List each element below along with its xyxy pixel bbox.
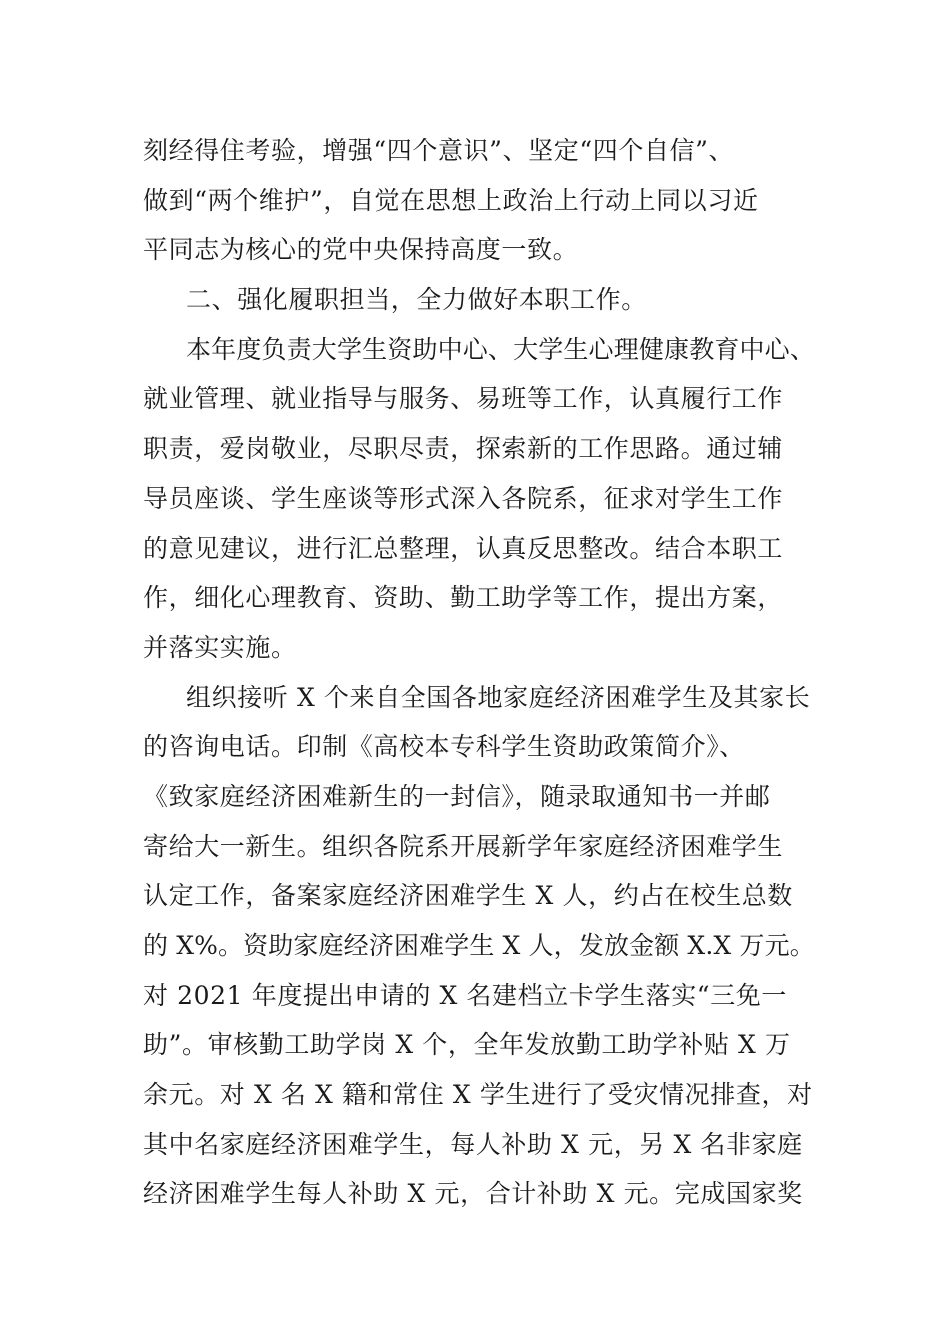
text-line: 职责，爱岗敬业，尽职尽责，探索新的工作思路。通过辅 [143,434,784,463]
text-line: 的意见建议，进行汇总整理，认真反思整改。结合本职工 [143,534,784,563]
text-line: 的咨询电话。印制《高校本专科学生资助政策简介》、 [143,732,745,761]
text-line: 就业管理、就业指导与服务、易班等工作，认真履行工作 [143,384,784,413]
text-line: 平同志为核心的党中央保持高度一致。 [143,235,579,264]
text-line: 助”。审核勤工助学岗 X 个，全年发放勤工助学补贴 X 万 [143,1030,791,1059]
text-line: 余元。对 X 名 X 籍和常住 X 学生进行了受灾情况排查，对 [143,1080,813,1109]
text-line: 寄给大一新生。组织各院系开展新学年家庭经济困难学生 [143,832,784,861]
text-line: 组织接听 X 个来自全国各地家庭经济困难学生及其家长 [186,683,811,712]
text-line: 并落实实施。 [143,633,297,662]
text-line: 导员座谈、学生座谈等形式深入各院系，征求对学生工作 [143,484,784,513]
text-line: 《致家庭经济困难新生的一封信》，随录取通知书一并邮 [143,782,771,811]
text-line: 经济困难学生每人补助 X 元，合计补助 X 元。完成国家奖 [143,1179,803,1208]
section-heading: 二、强化履职担当，全力做好本职工作。 [186,285,647,314]
text-line: 刻经得住考验，增强“四个意识”、坚定“四个自信”、 [143,136,735,165]
text-line: 做到“两个维护”，自觉在思想上政治上行动上同以习近 [143,186,759,215]
text-line: 作，细化心理教育、资助、勤工助学等工作，提出方案， [143,583,784,612]
text-line: 认定工作，备案家庭经济困难学生 X 人，约占在校生总数 [143,881,793,910]
text-line: 本年度负责大学生资助中心、大学生心理健康教育中心、 [186,335,816,364]
text-line: 的 X%。资助家庭经济困难学生 X 人，发放金额 X.X 万元。 [143,931,815,960]
text-line: 其中名家庭经济困难学生，每人补助 X 元，另 X 名非家庭 [143,1130,803,1159]
text-line: 对 2021 年度提出申请的 X 名建档立卡学生落实“三免一 [143,981,787,1010]
